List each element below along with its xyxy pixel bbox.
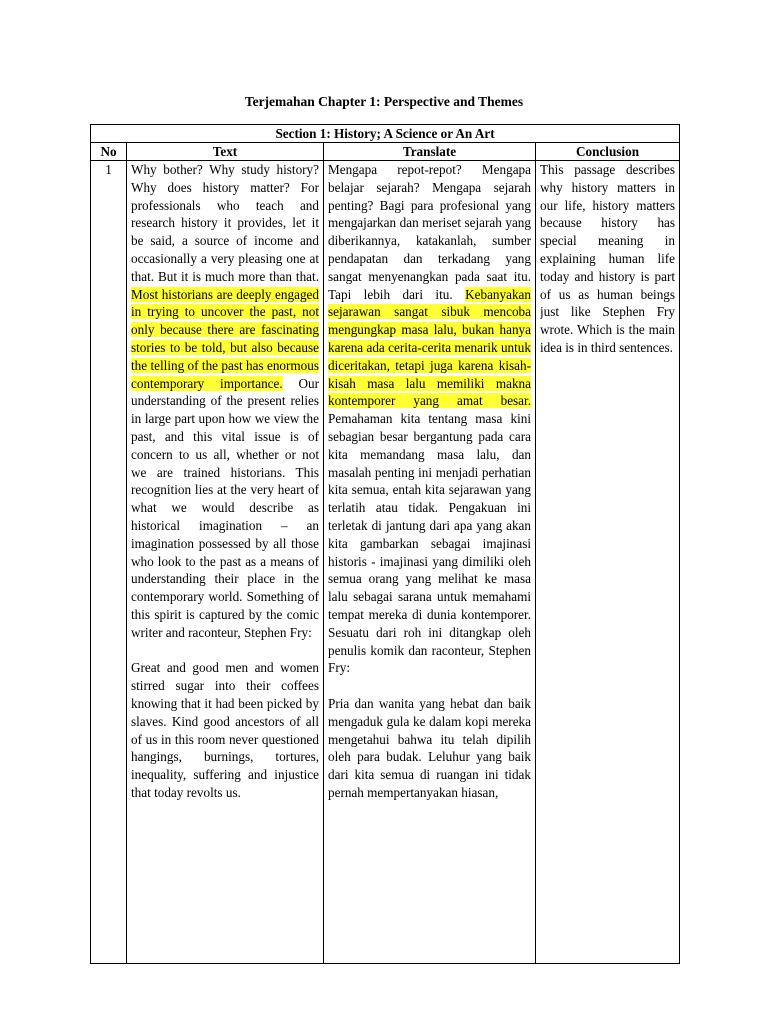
header-conclusion: Conclusion bbox=[536, 143, 680, 161]
section-title: Section 1: History; A Science or An Art bbox=[91, 125, 680, 143]
translate-paragraph bbox=[328, 161, 531, 677]
translate-run: Mengapa repot-repot? Mengapa belajar sejarah? Mengapa sejarah penting? Bagi para profesional yang mengajarkan dan meriset sejarah yang diberikannya, katakanlah, sumber pendapatan dan terkadang yang sangat menyenangkan pada saat itu. Tapi lebih dari itu. bbox=[328, 162, 531, 302]
translate-run: Pemahaman kita tentang masa kini sebagian besar bergantung pada cara kita memandang masa lalu, dan masalah penting ini menjadi perhatian kita semua, entah kita sejarawan yang terlatih atau tidak. Pengakuan ini terletak di jantung dari apa yang akan kita gambarkan sebagai imajinasi historis - imajinasi yang dimiliki oleh semua orang yang melihat ke masa lalu sebagai sarana untuk memahami tempat mereka di dunia kontemporer. Sesuatu dari roh ini ditangkap oleh penulis komik dan raconteur, Stephen Fry: bbox=[328, 411, 531, 676]
column-header-row bbox=[91, 143, 680, 161]
header-no: No bbox=[91, 143, 127, 161]
translate-highlight: Kebanyakan sejarawan sangat sibuk mencoba mengungkap masa lalu, bukan hanya karena ada cerita-cerita menarik untuk diceritakan, tetapi juga karena kisah-kisah masa lalu memiliki makna kontemporer yang amat besar. bbox=[328, 286, 531, 409]
text-run: Our understanding of the present relies in large part upon how we view the past, and this vital issue is of concern to us all, whether or not we are trained historians. This recognition lies at the very heart of what we would describe as historical imagination – an imagination possessed by all those who look to the past as a means of understanding their place in the contemporary world. Something of this spirit is captured by the comic writer and raconteur, Stephen Fry: bbox=[131, 375, 319, 640]
text-highlight: Most historians are deeply engaged in trying to uncover the past, not only because there are fascinating stories to be told, but also because the telling of the past has enormous contemporary importance. bbox=[131, 286, 319, 391]
text-cell bbox=[127, 161, 324, 964]
row-number: 1 bbox=[91, 161, 127, 964]
conclusion-text: This passage describes why history matters in our life, history matters because history has special meaning in explaining human life today and history is part of us as human beings just like Stephen Fry wrote. Which is the main idea is in third sentences. bbox=[540, 162, 676, 355]
translation-table bbox=[90, 124, 680, 964]
conclusion-cell bbox=[536, 161, 680, 964]
translate-quote-paragraph: Pria dan wanita yang hebat dan baik mengaduk gula ke dalam kopi mereka mengetahui bahwa itu telah dipilih oleh para budak. Leluhur yang baik dari kita semua di ruangan ini tidak pernah mempertanyakan hiasan, bbox=[328, 695, 531, 800]
text-paragraph bbox=[131, 161, 319, 642]
document-title: Terjemahan Chapter 1: Perspective and Themes bbox=[244, 94, 524, 109]
header-text: Text bbox=[127, 143, 324, 161]
translate-cell bbox=[324, 161, 536, 964]
section-header-row bbox=[91, 125, 680, 143]
text-quote-paragraph: Great and good men and women stirred sugar into their coffees knowing that it had been picked by slaves. Kind good ancestors of all of us in this room never questioned hangings, burnings, tortures, inequality, suffering and injustice that today revolts us. bbox=[131, 660, 319, 800]
header-translate: Translate bbox=[324, 143, 536, 161]
table-row bbox=[91, 161, 680, 964]
text-run: Why bother? Why study history? Why does history matter? For professionals who teach and research history it provides, let it be said, a source of income and occasionally a very pleasing one at that. But it is much more than that. bbox=[131, 162, 319, 284]
